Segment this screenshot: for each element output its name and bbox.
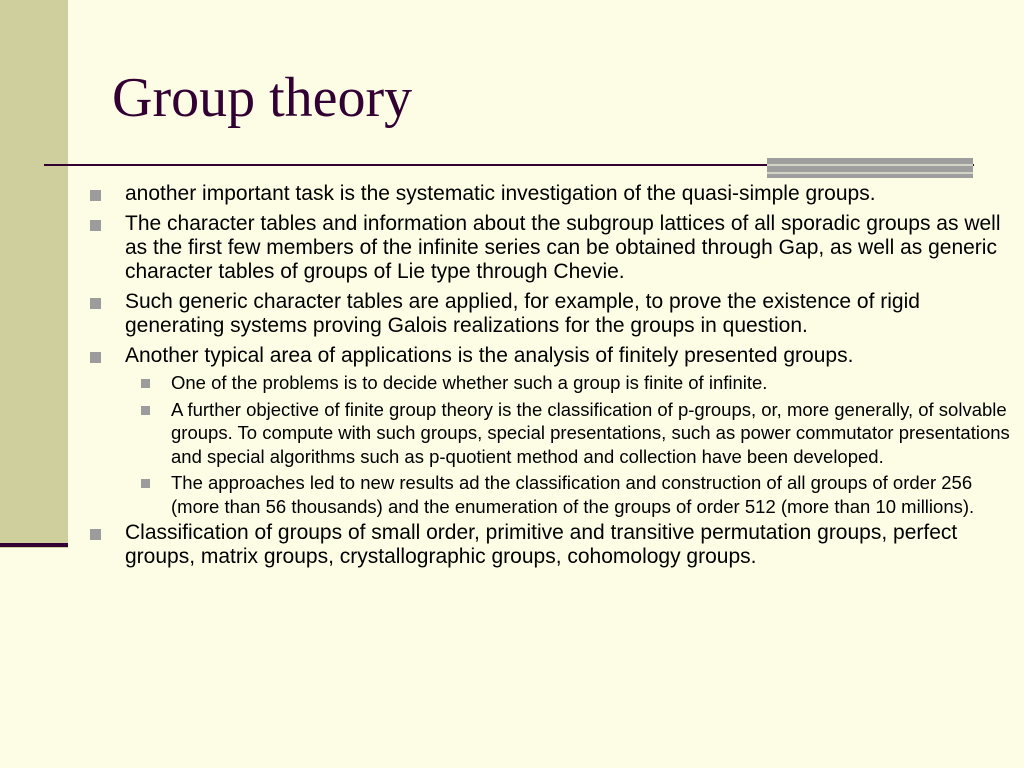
square-bullet-icon	[90, 190, 101, 201]
bullet-text: The character tables and information about the subgroup lattices of all sporadic groups as well as the first few members of the infinite series can be obtained through Gap, as well as generic character tables of groups of Lie type through Chevie.	[125, 212, 1001, 283]
square-bullet-icon	[90, 298, 101, 309]
slide-title: Group theory	[112, 67, 413, 129]
square-bullet-icon	[90, 220, 101, 231]
bullet-item	[88, 344, 1018, 368]
small-square-bullet-icon	[141, 379, 150, 388]
bullet-item	[88, 290, 1018, 338]
sub-bullet-item	[88, 398, 1018, 469]
left-decorative-bar	[0, 0, 68, 548]
sub-bullet-item	[88, 471, 1018, 518]
square-bullet-icon	[90, 529, 101, 540]
sub-bullet-text: A further objective of finite group theory is the classification of p-groups, or, more generally, of solvable groups. To compute with such groups, special presentations, such as power commutator presentations and special algorithms such as p-quotient method and collection have been developed.	[171, 398, 1010, 467]
left-bar-underline	[0, 543, 68, 547]
sub-bullet-text: One of the problems is to decide whether such a group is finite of infinite.	[171, 372, 768, 393]
bullet-list	[88, 182, 1018, 569]
slide-body	[88, 182, 1018, 575]
bullet-item	[88, 182, 1018, 206]
bullet-item	[88, 521, 1018, 569]
sub-bullet-item	[88, 371, 1018, 395]
small-square-bullet-icon	[141, 406, 150, 415]
bullet-text: Another typical area of applications is the analysis of finitely presented groups.	[125, 344, 854, 367]
bullet-text: another important task is the systematic investigation of the quasi-simple groups.	[125, 182, 876, 205]
title-accent-stripes	[767, 158, 973, 178]
square-bullet-icon	[90, 352, 101, 363]
sub-bullet-text: The approaches led to new results ad the classification and construction of all groups of order 256 (more than 56 thousands) and the enumeration of the groups of order 512 (more than 10 millions).	[171, 472, 975, 517]
bullet-item	[88, 212, 1018, 284]
bullet-text: Classification of groups of small order, primitive and transitive permutation groups, perfect groups, matrix groups, crystallographic groups, cohomology groups.	[125, 521, 958, 568]
small-square-bullet-icon	[141, 479, 150, 488]
bullet-text: Such generic character tables are applied, for example, to prove the existence of rigid generating systems proving Galois realizations for the groups in question.	[125, 290, 920, 337]
